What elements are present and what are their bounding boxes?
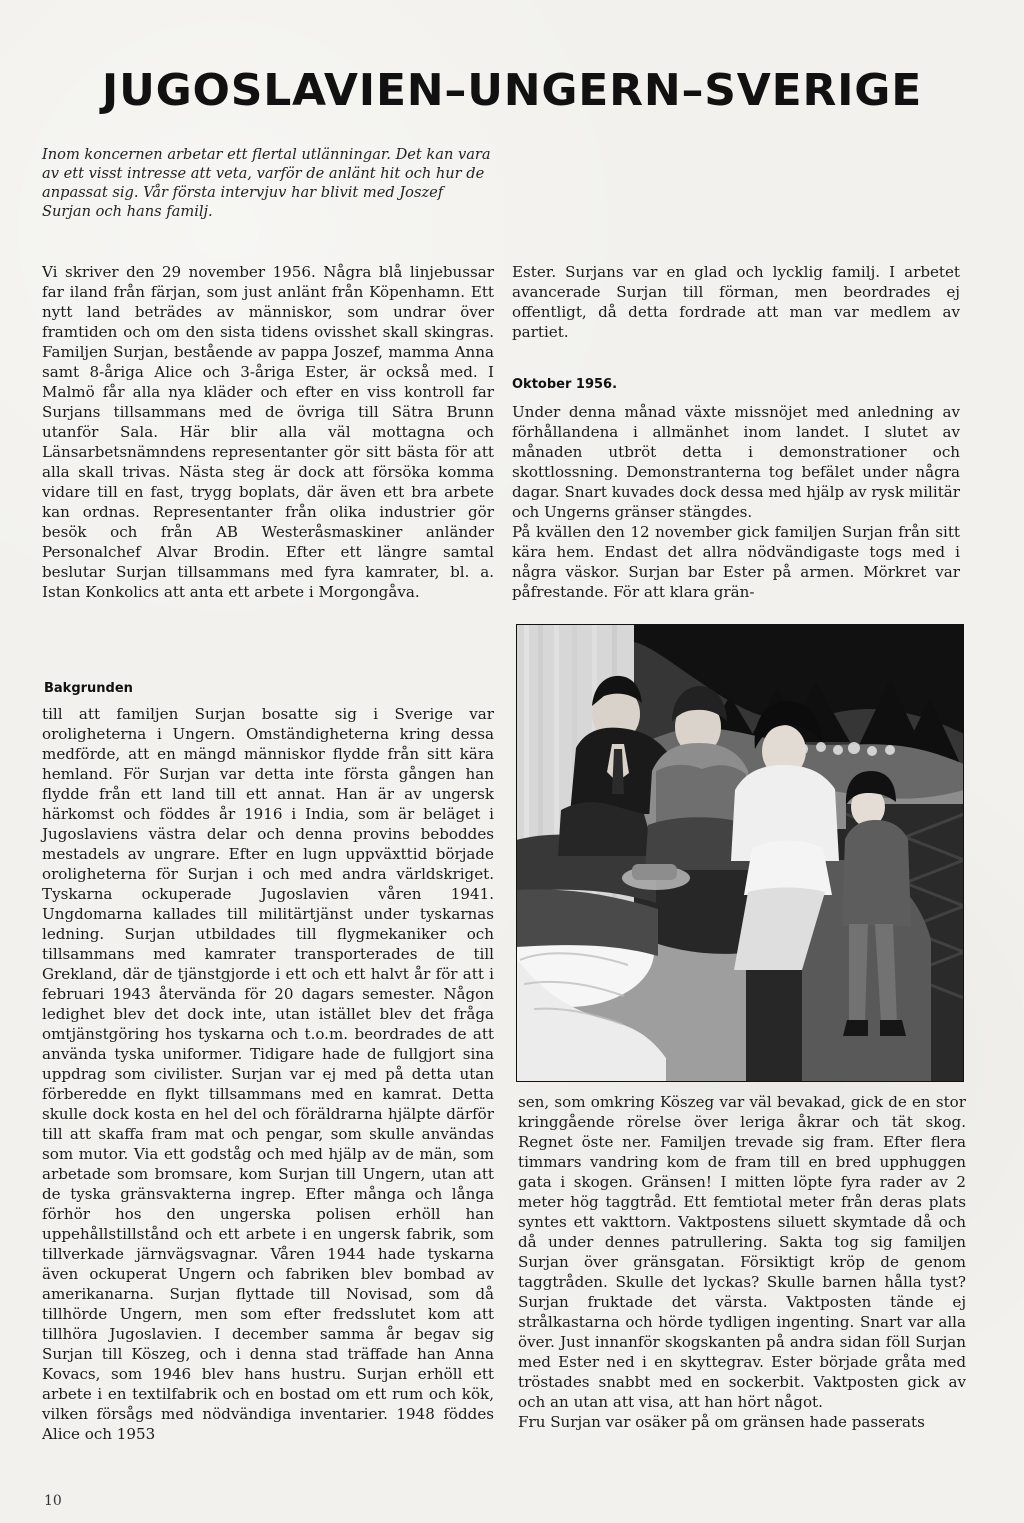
family-photo	[516, 624, 964, 1082]
left-top-column	[42, 262, 494, 602]
background-heading: Bakgrunden	[44, 681, 133, 696]
october-column	[512, 402, 960, 602]
article-title: JUGOSLAVIEN–UNGERN–SVERIGE	[101, 65, 923, 117]
right-bottom-last-line: Fru Surjan var osäker på om gränsen hade passerats	[518, 1413, 925, 1431]
october-heading: Oktober 1956.	[512, 377, 618, 392]
right-top-paragraph: Ester. Surjans var en glad och lycklig familj. I arbetet avancerade Surjan till förman, men beordrades ej offentligt, då detta fordrade att man var medlem av partiet.	[512, 263, 960, 341]
right-top-column	[512, 262, 960, 342]
left-top-paragraph: Vi skriver den 29 november 1956. Några blå linjebussar far iland från färjan, som just anlänt från Köpenhamn. Ett nytt land beträdes av människor, som undrar över framtiden och om den sista tidens ovisshet skall skingras. Familjen Surjan, bestående av pappa Joszef, mamma Anna samt 8-åriga Alice och 3-åriga Ester, är också med. I Malmö får alla nya kläder och efter en viss kontroll far Surjans tillsammans med de övriga till Sätra Brunn utanför Sala. Här blir alla väl mottagna och Länsarbetsnämndens representanter gör sitt bästa för att alla skall trivas. Nästa steg är dock att försöka komma vidare till en fast, trygg boplats, där även ett bra arbete kan ordnas. Representanter från olika industrier gör besök och från AB Westeråsmaskiner anländer Personalchef Alvar Brodin. Efter ett längre samtal beslutar Surjan tillsammans med fyra kamrater, bl. a. Istan Konkolics att anta ett arbete i Morgongåva.	[42, 263, 494, 601]
left-bottom-column	[42, 704, 494, 1444]
october-paragraph-1: Under denna månad växte missnöjet med anledning av förhållandena i allmänhet inom landet. I slutet av månaden utbröt detta i demonstrationer och skottlossning. Demonstranterna tog befälet under några dagar. Snart kuvades dock dessa med hjälp av rysk militär och Ungerns gränser stängdes.	[512, 403, 960, 521]
page-number: 10	[44, 1493, 62, 1509]
background-paragraph: till att familjen Surjan bosatte sig i Sverige var oroligheterna i Ungern. Omständigheterna kring dessa medförde, att en mängd människor flydde från sitt kära hemland. För Surjan var detta inte första gången han flydde från ett land till ett annat. Han är av ungersk härkomst och föddes år 1916 i India, som är beläget i Jugoslaviens västra delar och denna provins beboddes mestadels av ungrare. Efter en lugn uppväxttid började oroligheterna för Surjan i och med andra världskriget. Tyskarna ockuperade Jugoslavien våren 1941. Ungdomarna kallades till militärtjänst under tyskarnas ledning. Surjan utbildades till flygmekaniker och tillsammans med kamrater transporterades de till Grekland, där de tjänstgjorde i ett och ett halvt år för att i februari 1943 återvända för 20 dagars semester. Någon ledighet blev det dock inte, utan istället blev det fråga omtjänstgöring hos tyskarna och t.o.m. beordrades de att använda tyska uniformer. Tidigare hade de fullgjort sina uppdrag som civilister. Surjan var ej med på detta utan förberedde en flykt tillsammans med en kamrat. Detta skulle dock kosta en hel del och föräldrarna hjälpte därför till att skaffa fram mat och pengar, som skulle användas som mutor. Via ett godståg och med hjälp av de män, som arbetade som bromsare, kom Surjan till Ungern, utan att de tyska gränsvakterna ingrep. Efter många och långa förhör hos den ungerska polisen erhöll han uppehållstillstånd och ett arbete i en ungersk fabrik, som tillverkade järnvägsvagnar. Våren 1944 hade tyskarna även ockuperat Ungern och fabriken blev bombad av amerikanarna. Surjan flyttade till Novisad, som då tillhörde Ungern, men som efter fredsslutet kom att tillhöra Jugoslavien. I december samma år begav sig Surjan till Köszeg, och i denna stad träffade han Anna Kovacs, som 1946 blev hans hustru. Surjan erhöll ett arbete i en textilfabrik och en bostad om ett rum och kök, vilken försågs med nödvändiga inventarier. 1948 föddes Alice och 1953	[42, 705, 494, 1443]
article-intro: Inom koncernen arbetar ett flertal utlänningar. Det kan vara av ett visst intresse att veta, varför de anlänt hit och hur de anpassat sig. Vår första intervjuv har blivit med Joszef Surjan och hans familj.	[42, 146, 491, 220]
right-bottom-column	[518, 1092, 966, 1432]
right-bottom-paragraph: sen, som omkring Köszeg var väl bevakad, gick de en stor kringgående rörelse över leriga åkrar och tät skog. Regnet öste ner. Familjen trevade sig fram. Efter flera timmars vandring kom de fram till en bred upphuggen gata i skogen. Gränsen! I mitten löpte fyra rader av 2 meter hög taggtråd. Ett femtiotal meter från deras plats syntes ett vakttorn. Vaktpostens siluett skymtade då och då under dennes patrullering. Sakta tog sig familjen Surjan över gränsgatan. Försiktigt kröp de genom taggtråden. Skulle det lyckas? Skulle barnen hålla tyst? Surjan fruktade det värsta. Vaktposten tände ej strålkastarna och hörde tydligen ingenting. Snart var alla över. Just innanför skogskanten på andra sidan föll Surjan med Ester ned i en skyttegrav. Ester började gråta med tröstades snabbt med en sockerbit. Vaktposten gick av och an utan att visa, att han hört något.	[518, 1093, 966, 1411]
october-paragraph-2: På kvällen den 12 november gick familjen Surjan från sitt kära hem. Endast det allra nödvändigaste togs med i några väskor. Surjan bar Ester på armen. Mörkret var påfrestande. För att klara grän-	[512, 523, 960, 601]
